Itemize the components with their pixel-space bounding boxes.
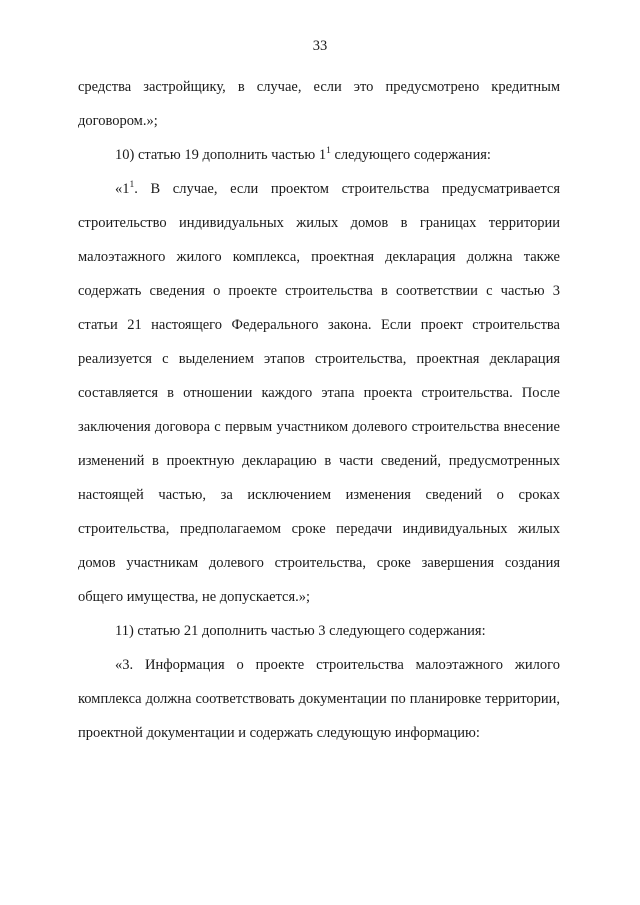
paragraph-continuation: средства застройщику, в случае, если это предусмотрено кредитным договором.»; (78, 79, 560, 129)
page-number: 33 (312, 38, 328, 54)
document-body (78, 70, 560, 750)
superscript-index: 1 (326, 146, 331, 156)
paragraph-item-10 (78, 138, 560, 172)
superscript-index: 1 (129, 180, 135, 190)
quoted-part-text: . В случае, если проектом строительства предусматривается строительство индивидуальных жилых домов в границах территории малоэтажного жилого комплекса, проектная декларация должна также содержать сведения о проекте строительства в соответствии с частью 3 статьи 21 настоящего Федерального закона. Если проект строительства реализуется с выделением этапов строительства, проектная декларация составляется в отношении каждого этапа проекта строительства. После заключения договора с первым участником долевого строительства внесение изменений в проектную декларацию в части сведений, предусмотренных настоящей частью, за исключением изменения сведений о сроках строительства, предполагаемом сроке передачи индивидуальных жилых домов участникам долевого строительства, сроке завершения создания общего имущества, не допускается.»; (78, 181, 560, 605)
paragraph-quoted-part-1-1 (78, 172, 560, 614)
paragraph-item-10-text: 10) статью 19 дополнить частью 1 (115, 147, 327, 163)
paragraph-quoted-part-3: «3. Информация о проекте строительства малоэтажного жилого комплекса должна соответствовать документации по планировке территории, проектной документации и содержать следующую информацию: (78, 657, 560, 741)
paragraph-item-10-tail: следующего содержания: (330, 147, 491, 163)
paragraph-item-11: 11) статью 21 дополнить частью 3 следующего содержания: (115, 623, 486, 639)
quoted-part-number: «1 (115, 181, 130, 197)
